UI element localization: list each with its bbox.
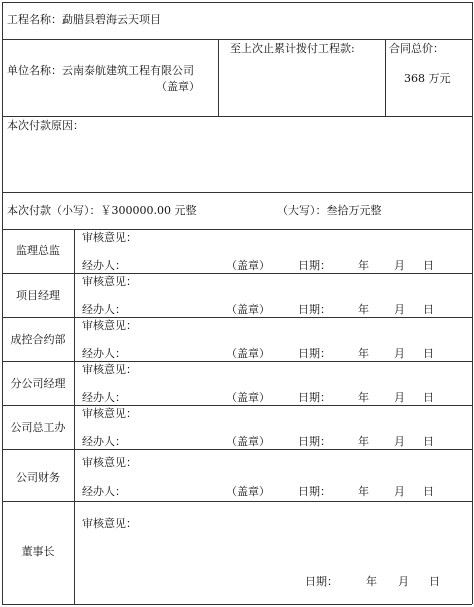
rule-left [2,2,3,604]
day-label: 日 [423,391,434,404]
month-label: 月 [394,347,405,360]
chairman-date-label: 日期： [305,575,338,588]
year-label: 年 [358,347,369,360]
dept-label: 公司财务 [16,471,60,484]
year-label: 年 [358,259,369,272]
day-label: 日 [423,303,434,316]
seal-label: （盖章） [226,435,270,448]
rule-header-right [385,39,386,116]
rule-row-3 [2,361,472,362]
date-label: 日期： [298,259,331,272]
day-label: 日 [423,259,434,272]
handler-label: 经办人： [82,391,126,404]
opinion-label: 审核意见： [82,275,137,288]
rule-row-5 [2,449,472,450]
opinion-label: 审核意见： [82,363,137,376]
year-label: 年 [358,485,369,498]
month-label: 月 [394,391,405,404]
day-label: 日 [423,485,434,498]
rule-bottom [2,604,472,605]
chairman-day-label: 日 [429,575,440,588]
contract-total-value: 368 万元 [404,72,451,85]
day-label: 日 [423,347,434,360]
rule-header-mid [218,39,219,116]
seal-label: （盖章） [226,347,270,360]
month-label: 月 [394,435,405,448]
rule-row-6 [2,501,472,502]
dept-label: 公司总工办 [10,421,66,434]
chairman-opinion-label: 审核意见： [82,517,137,530]
chairman-label: 董事长 [21,545,55,558]
project-name: 工程名称：勐腊县碧海云天项目 [7,13,161,26]
handler-label: 经办人： [82,303,126,316]
dept-label: 分公司经理 [10,377,66,390]
rule-right [472,2,473,604]
dept-label: 成控合约部 [10,333,66,346]
rule-dept-column [74,229,75,604]
rule-after-project [2,39,472,40]
contract-total-label: 合同总价： [389,42,444,55]
seal-label: （盖章） [226,485,270,498]
month-label: 月 [394,303,405,316]
handler-label: 经办人： [82,435,126,448]
reason-label: 本次付款原因： [7,119,84,132]
year-label: 年 [358,303,369,316]
seal-label: （盖章） [226,303,270,316]
rule-after-reason [2,192,472,193]
payment-amount-big: （大写）：叁拾万元整 [277,204,382,217]
handler-label: 经办人： [82,347,126,360]
date-label: 日期： [298,303,331,316]
month-label: 月 [394,259,405,272]
handler-label: 经办人： [82,485,126,498]
chairman-month-label: 月 [398,575,409,588]
rule-after-payment [2,229,472,230]
opinion-label: 审核意见： [82,407,137,420]
opinion-label: 审核意见： [82,231,137,244]
rule-row-4 [2,405,472,406]
handler-label: 经办人： [82,259,126,272]
rule-after-unit [2,116,472,117]
seal-label: （盖章） [226,391,270,404]
chairman-year-label: 年 [366,575,377,588]
unit-seal-note: （盖章） [156,80,200,93]
payment-amount-small: 本次付款（小写）：￥300000.00 元整 [7,204,197,217]
date-label: 日期： [298,391,331,404]
date-label: 日期： [298,347,331,360]
opinion-label: 审核意见： [82,319,137,332]
date-label: 日期： [298,485,331,498]
rule-top [2,2,472,3]
dept-label: 项目经理 [16,289,60,302]
year-label: 年 [358,391,369,404]
dept-label: 监理总监 [16,244,60,257]
day-label: 日 [423,435,434,448]
seal-label: （盖章） [226,259,270,272]
paid-to-date-label: 至上次止累计拨付工程款: [230,42,355,55]
month-label: 月 [394,485,405,498]
unit-name: 单位名称：云南泰航建筑工程有限公司 [7,64,194,77]
opinion-label: 审核意见： [82,456,137,469]
rule-row-2 [2,317,472,318]
year-label: 年 [358,435,369,448]
rule-row-1 [2,273,472,274]
date-label: 日期： [298,435,331,448]
